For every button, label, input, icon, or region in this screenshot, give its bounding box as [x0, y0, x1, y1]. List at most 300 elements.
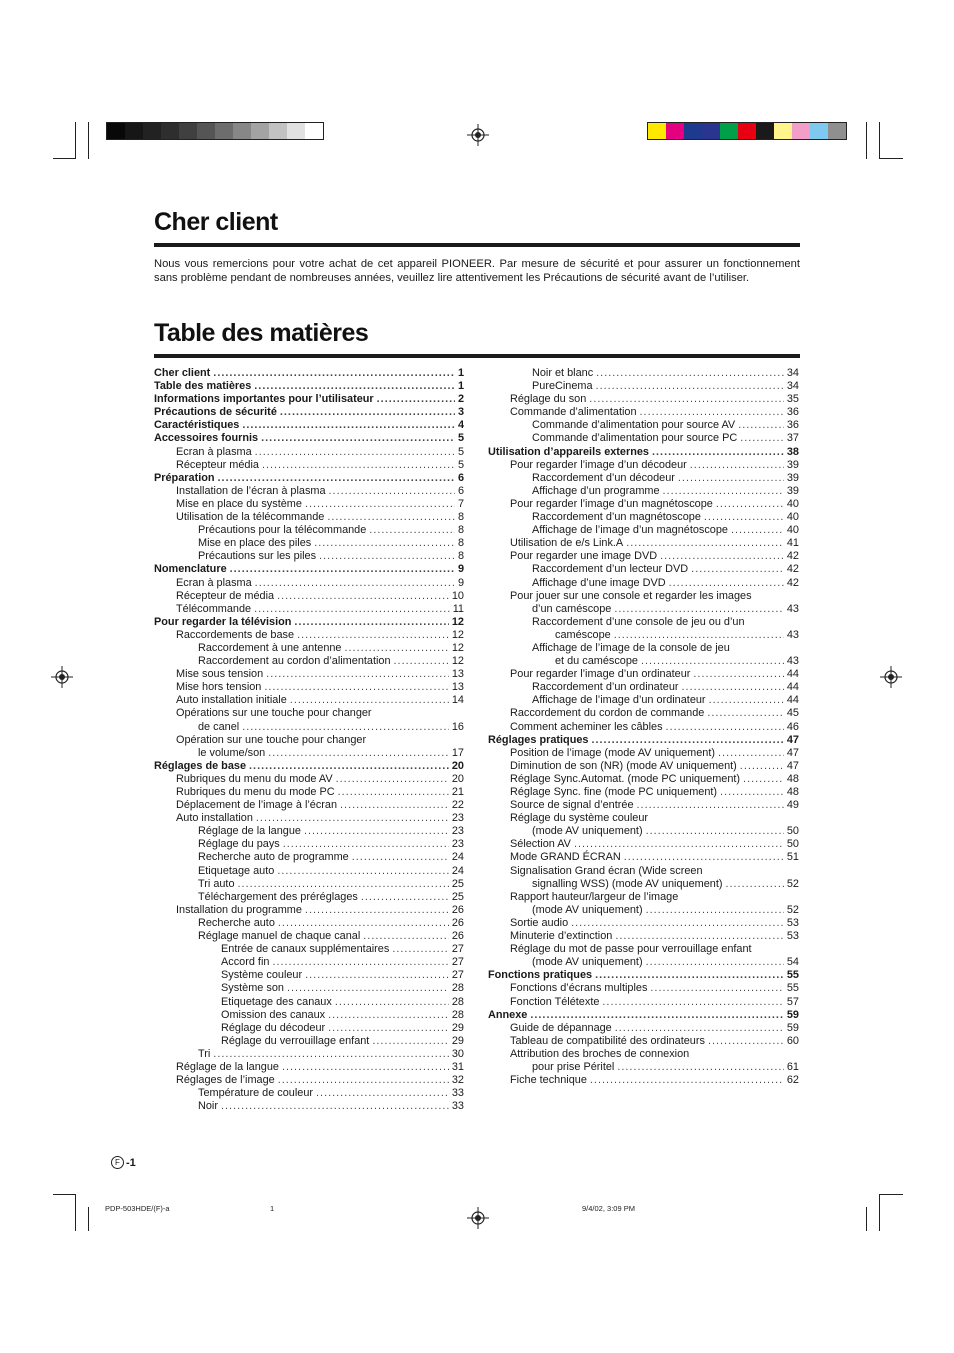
toc-entry-title: Récepteur média — [176, 458, 259, 471]
toc-entry — [154, 930, 464, 943]
toc-entry-page: 57 — [786, 995, 799, 1008]
toc-entry — [154, 459, 464, 472]
toc-leader-dots — [669, 577, 784, 590]
toc-entry-page: 7 — [457, 497, 464, 510]
toc-entry-title: (mode AV uniquement) — [532, 903, 643, 916]
toc-leader-dots — [663, 485, 784, 498]
toc-entry-page: 36 — [786, 406, 799, 419]
toc-entry — [154, 878, 464, 891]
toc-entry-page: 13 — [451, 681, 464, 694]
toc-entry — [488, 511, 799, 524]
toc-entry-title: Rubriques du menu du mode AV — [176, 772, 333, 785]
toc-entry — [488, 642, 799, 655]
toc-entry-title: Commande d’alimentation pour source AV — [532, 419, 736, 432]
toc-entry — [154, 1035, 464, 1048]
toc-entry-page: 20 — [451, 759, 464, 772]
toc-entry-title: de canel — [198, 720, 240, 733]
toc-entry-page: 53 — [786, 916, 799, 929]
toc-leader-dots — [652, 446, 784, 459]
toc-entry — [154, 629, 464, 642]
color-swatch — [648, 123, 666, 139]
toc-entry — [488, 1022, 799, 1035]
toc-entry-page: 8 — [457, 524, 464, 537]
gray-swatch — [287, 123, 305, 139]
crop-mark — [879, 158, 903, 159]
toc-entry-title: Réglage du son — [510, 393, 587, 406]
toc-leader-dots — [221, 1100, 449, 1113]
toc-entry-title: Utilisation d’appareils externes — [488, 445, 649, 458]
toc-entry-title: Minuterie d’extinction — [510, 930, 613, 943]
color-swatch — [828, 123, 846, 139]
toc-entry-page: 12 — [451, 615, 464, 628]
footer-file-name: PDP-503HDE/(F)-a — [105, 1204, 170, 1213]
toc-entry — [154, 996, 464, 1009]
toc-entry-page: 62 — [786, 1074, 799, 1087]
toc-entry-title: Mode GRAND ÉCRAN — [510, 851, 621, 864]
toc-entry-page: 39 — [786, 471, 799, 484]
toc-entry-title: Réglage de la langue — [176, 1060, 279, 1073]
toc-leader-dots — [640, 406, 784, 419]
toc-entry-title: Précautions de sécurité — [154, 406, 277, 419]
toc-leader-dots — [254, 603, 450, 616]
toc-leader-dots — [278, 917, 449, 930]
toc-entry — [154, 485, 464, 498]
toc-leader-dots — [336, 773, 449, 786]
toc-entry-page: 36 — [786, 419, 799, 432]
toc-entry — [154, 786, 464, 799]
toc-leader-dots — [340, 799, 449, 812]
toc-entry-title: Mise en place du système — [176, 497, 302, 510]
toc-entry-page: 26 — [451, 930, 464, 943]
toc-entry — [488, 878, 799, 891]
toc-entry-page: 52 — [786, 903, 799, 916]
toc-entry — [488, 812, 799, 825]
toc-entry-title: PureCinema — [532, 380, 593, 393]
toc-entry-page: 25 — [451, 890, 464, 903]
toc-entry — [154, 760, 464, 773]
toc-leader-dots — [660, 550, 784, 563]
toc-entry-page: 29 — [451, 1021, 464, 1034]
toc-entry — [154, 668, 464, 681]
toc-leader-dots — [278, 1074, 449, 1087]
toc-entry-page: 5 — [457, 432, 464, 445]
toc-entry-title: Réglages de l’image — [176, 1074, 275, 1087]
toc-entry-title: Sélection AV — [510, 838, 571, 851]
toc-entry — [488, 550, 799, 563]
page-number-letter: F — [111, 1156, 124, 1169]
toc-leader-dots — [637, 799, 784, 812]
toc-leader-dots — [372, 1035, 449, 1048]
toc-leader-dots — [328, 1009, 449, 1022]
toc-entry-page: 48 — [786, 786, 799, 798]
toc-leader-dots — [297, 629, 449, 642]
toc-entry — [154, 721, 464, 734]
toc-entry-title: Mise sous tension — [176, 668, 264, 681]
toc-entry-page: 25 — [451, 877, 464, 890]
toc-leader-dots — [352, 851, 449, 864]
toc-entry-page: 34 — [786, 367, 799, 379]
toc-leader-dots — [617, 1061, 784, 1074]
toc-leader-dots — [305, 498, 455, 511]
toc-entry-title: Raccordements de base — [176, 628, 295, 641]
toc-entry-page: 49 — [786, 799, 799, 812]
toc-entry-title: Fiche technique — [510, 1074, 587, 1087]
toc-leader-dots — [602, 996, 783, 1009]
toc-entry-page: 51 — [786, 851, 799, 864]
toc-entry-page: 48 — [786, 772, 799, 785]
toc-entry — [488, 825, 799, 838]
heading-rule — [154, 243, 800, 247]
toc-leader-dots — [571, 917, 784, 930]
toc-entry-title: Mise en place des piles — [198, 537, 312, 550]
toc-entry-title: Accessoires fournis — [154, 432, 259, 445]
heading-cher-client: Cher client — [154, 208, 278, 236]
toc-entry-page: 59 — [786, 1008, 799, 1021]
toc-leader-dots — [614, 603, 784, 616]
toc-entry-page: 50 — [786, 825, 799, 838]
toc-entry — [154, 734, 464, 747]
toc-entry-page: 59 — [786, 1021, 799, 1034]
toc-entry — [488, 969, 799, 982]
toc-entry-title: Table des matières — [154, 380, 252, 393]
toc-entry-title: Pour regarder l’image d’un ordinateur — [510, 668, 691, 681]
toc-entry-title: Signalisation Grand écran (Wide screen — [510, 864, 703, 877]
toc-entry-page: 44 — [786, 681, 799, 694]
toc-entry — [488, 865, 799, 878]
toc-leader-dots — [254, 380, 455, 393]
toc-leader-dots — [614, 629, 784, 642]
color-swatch — [702, 123, 720, 139]
toc-entry — [488, 655, 799, 668]
toc-entry — [154, 419, 464, 432]
toc-entry-page: 55 — [786, 982, 799, 995]
toc-entry — [488, 943, 799, 956]
toc-entry — [488, 734, 799, 747]
toc-entry — [488, 590, 799, 603]
toc-leader-dots — [574, 838, 784, 851]
toc-entry-title: Raccordement d’un décodeur — [532, 471, 675, 484]
toc-entry — [488, 563, 799, 576]
toc-entry — [488, 799, 799, 812]
toc-entry-page: 6 — [457, 484, 464, 497]
toc-leader-dots — [708, 1035, 784, 1048]
toc-entry-page: 9 — [457, 563, 464, 576]
toc-entry-title: Nomenclature — [154, 563, 227, 576]
toc-entry-title: Raccordement d’un ordinateur — [532, 681, 679, 694]
toc-entry — [154, 707, 464, 720]
color-swatch — [774, 123, 792, 139]
crop-mark — [879, 1194, 880, 1231]
toc-entry-page: 28 — [451, 1008, 464, 1021]
toc-entry — [154, 1061, 464, 1074]
gray-swatch — [161, 123, 179, 139]
toc-entry-title: Affichage d’un programme — [532, 484, 660, 497]
toc-leader-dots — [707, 707, 784, 720]
toc-leader-dots — [646, 825, 784, 838]
toc-leader-dots — [255, 446, 455, 459]
crop-mark — [879, 1194, 903, 1195]
toc-entry — [488, 707, 799, 720]
toc-entry-title: Affichage de l’image de la console de jeu — [532, 641, 730, 654]
toc-leader-dots — [277, 590, 449, 603]
toc-entry-title: Affichage de l’image d’un magnétoscope — [532, 524, 728, 537]
toc-entry-title: Système couleur — [221, 969, 303, 982]
toc-entry-title: Comment acheminer les câbles — [510, 720, 663, 733]
toc-entry-title: Réglage Sync. fine (mode PC uniquement) — [510, 786, 718, 798]
toc-entry — [154, 498, 464, 511]
toc-leader-dots — [377, 393, 455, 406]
toc-entry — [154, 642, 464, 655]
toc-entry — [488, 851, 799, 864]
toc-leader-dots — [213, 367, 455, 380]
toc-leader-dots — [595, 969, 784, 982]
toc-entry-title: Déplacement de l’image à l’écran — [176, 799, 338, 812]
toc-entry-title: Réglages pratiques — [488, 733, 589, 746]
toc-entry-title: Etiquetage des canaux — [221, 995, 332, 1008]
toc-entry — [154, 1048, 464, 1061]
gray-swatch — [305, 123, 323, 139]
toc-entry-title: Raccordement d’un lecteur DVD — [532, 563, 689, 576]
gray-swatch — [179, 123, 197, 139]
toc-entry-title: Récepteur de média — [176, 589, 275, 602]
toc-entry-title: Installation du programme — [176, 903, 302, 916]
toc-leader-dots — [305, 969, 449, 982]
toc-entry-page: 23 — [451, 812, 464, 825]
toc-entry — [488, 1035, 799, 1048]
toc-leader-dots — [596, 380, 784, 393]
crop-mark — [53, 158, 76, 159]
toc-leader-dots — [213, 1048, 449, 1061]
toc-entry-page: 35 — [786, 393, 799, 406]
crop-mark — [866, 1207, 867, 1231]
toc-entry — [488, 760, 799, 773]
toc-entry-title: Affichage d’une image DVD — [532, 576, 666, 589]
toc-entry-page: 60 — [786, 1034, 799, 1047]
toc-entry-page: 8 — [457, 537, 464, 550]
toc-right-column — [488, 367, 799, 1087]
toc-entry-title: Tri — [198, 1047, 211, 1060]
intro-paragraph: Nous vous remercions pour votre achat de cet appareil PIONEER. Par mesure de sécurité et pour assurer un fonctionnement sans problème pendant de nombreuses années, veuillez lire attentivement les Précautions de sécurité avant de l’utiliser. — [154, 258, 800, 284]
toc-entry — [154, 838, 464, 851]
toc-entry — [154, 472, 464, 485]
toc-entry — [488, 616, 799, 629]
toc-entry-page: 53 — [786, 930, 799, 943]
toc-leader-dots — [589, 393, 784, 406]
toc-leader-dots — [596, 367, 784, 380]
toc-entry-page: 54 — [786, 956, 799, 969]
toc-entry-title: Rapport hauteur/largeur de l’image — [510, 890, 679, 903]
toc-entry-title: Guide de dépannage — [510, 1021, 612, 1034]
toc-leader-dots — [280, 406, 455, 419]
toc-entry-title: Utilisation de la télécommande — [176, 511, 325, 524]
toc-entry-page: 37 — [786, 432, 799, 445]
toc-entry-page: 8 — [457, 550, 464, 563]
toc-entry-page: 46 — [786, 720, 799, 733]
crop-mark — [879, 122, 880, 159]
toc-entry-page: 4 — [457, 419, 464, 432]
toc-entry-page: 41 — [786, 537, 799, 550]
toc-entry — [488, 524, 799, 537]
toc-entry — [154, 956, 464, 969]
toc-entry — [488, 419, 799, 432]
toc-entry-title: Recherche auto de programme — [198, 851, 349, 864]
toc-entry-title: Préparation — [154, 471, 215, 484]
toc-entry-title: pour prise Péritel — [532, 1060, 615, 1073]
crop-mark — [75, 122, 76, 159]
toc-entry-page: 16 — [451, 720, 464, 733]
toc-entry-page: 5 — [457, 445, 464, 458]
toc-entry — [488, 681, 799, 694]
toc-leader-dots — [304, 825, 449, 838]
toc-entry-page: 39 — [786, 484, 799, 497]
color-swatch — [666, 123, 684, 139]
toc-entry — [154, 904, 464, 917]
toc-entry — [488, 472, 799, 485]
toc-leader-dots — [709, 694, 784, 707]
toc-entry-title: Cher client — [154, 367, 211, 379]
toc-entry-title: Réglage du système couleur — [510, 812, 649, 825]
toc-entry-title: Position de l’image (mode AV uniquement) — [510, 746, 716, 759]
toc-entry — [488, 1048, 799, 1061]
toc-entry — [488, 786, 799, 799]
toc-entry — [488, 930, 799, 943]
toc-entry — [154, 524, 464, 537]
crop-mark — [75, 1194, 76, 1231]
toc-entry — [488, 537, 799, 550]
toc-entry — [154, 891, 464, 904]
toc-entry-title: Diminution de son (NR) (mode AV uniquement) — [510, 759, 737, 772]
toc-leader-dots — [394, 655, 449, 668]
toc-entry-page: 42 — [786, 576, 799, 589]
toc-leader-dots — [615, 930, 784, 943]
toc-leader-dots — [277, 865, 449, 878]
toc-entry-page: 47 — [786, 733, 799, 746]
toc-entry-title: le volume/son — [198, 746, 266, 759]
toc-entry — [154, 694, 464, 707]
toc-entry-page: 28 — [451, 982, 464, 995]
toc-entry-page: 42 — [786, 563, 799, 576]
color-swatch — [810, 123, 828, 139]
toc-leader-dots — [738, 419, 784, 432]
toc-entry — [154, 537, 464, 550]
toc-entry — [488, 1009, 799, 1022]
toc-entry — [488, 694, 799, 707]
registration-mark-icon — [880, 666, 902, 688]
toc-entry-page: 40 — [786, 511, 799, 524]
toc-entry — [488, 904, 799, 917]
toc-entry-page: 34 — [786, 380, 799, 393]
toc-entry-page: 13 — [451, 668, 464, 681]
toc-entry — [488, 459, 799, 472]
heading-table-des-matieres: Table des matières — [154, 319, 369, 347]
toc-entry — [488, 891, 799, 904]
toc-entry-title: Réglage Sync.Automat. (mode PC uniquement) — [510, 772, 741, 785]
toc-leader-dots — [319, 550, 455, 563]
toc-leader-dots — [682, 681, 784, 694]
toc-leader-dots — [641, 655, 784, 668]
toc-leader-dots — [646, 956, 784, 969]
toc-entry — [154, 917, 464, 930]
toc-entry — [488, 917, 799, 930]
toc-entry-title: Commande d’alimentation pour source PC — [532, 432, 738, 445]
toc-entry-page: 31 — [451, 1060, 464, 1073]
toc-entry — [488, 629, 799, 642]
toc-entry-title: Réglage du verrouillage enfant — [221, 1034, 370, 1047]
toc-entry-title: Pour regarder une image DVD — [510, 550, 658, 563]
toc-leader-dots — [328, 1022, 449, 1035]
toc-leader-dots — [720, 786, 784, 799]
toc-entry — [488, 485, 799, 498]
toc-entry-title: Noir et blanc — [532, 367, 594, 379]
toc-entry — [154, 1100, 464, 1113]
toc-entry-title: Téléchargement des préréglages — [198, 890, 358, 903]
toc-entry — [488, 432, 799, 445]
toc-leader-dots — [740, 432, 784, 445]
toc-entry-title: Mise hors tension — [176, 681, 262, 694]
toc-entry — [154, 590, 464, 603]
toc-entry-title: Auto installation — [176, 812, 253, 825]
toc-entry — [488, 406, 799, 419]
toc-entry-page: 3 — [457, 406, 464, 419]
toc-entry-page: 30 — [451, 1047, 464, 1060]
toc-entry-page: 9 — [457, 576, 464, 589]
toc-entry-page: 43 — [786, 602, 799, 615]
toc-entry-page: 27 — [451, 943, 464, 956]
page-number — [111, 1156, 136, 1169]
toc-leader-dots — [690, 459, 784, 472]
toc-entry-page: 27 — [451, 956, 464, 969]
toc-entry-page: 2 — [457, 393, 464, 406]
toc-entry — [488, 1074, 799, 1087]
toc-entry — [154, 577, 464, 590]
toc-entry-title: Omission des canaux — [221, 1008, 326, 1021]
toc-leader-dots — [282, 1061, 449, 1074]
toc-entry-page: 38 — [786, 445, 799, 458]
toc-entry-page: 47 — [786, 746, 799, 759]
toc-entry-page: 14 — [451, 694, 464, 707]
toc-entry-title: Raccordement du cordon de commande — [510, 707, 705, 720]
toc-entry-page: 33 — [451, 1100, 464, 1113]
toc-entry — [154, 432, 464, 445]
toc-leader-dots — [287, 982, 449, 995]
toc-entry-page: 20 — [451, 772, 464, 785]
toc-entry — [154, 799, 464, 812]
toc-entry — [154, 550, 464, 563]
gray-swatch — [215, 123, 233, 139]
toc-entry — [488, 603, 799, 616]
toc-entry-title: Réglages de base — [154, 759, 247, 772]
toc-entry-title: Auto installation initiale — [176, 694, 287, 707]
toc-entry-page: 32 — [451, 1074, 464, 1087]
toc-leader-dots — [361, 891, 449, 904]
gray-swatch — [233, 123, 251, 139]
toc-entry-title: Pour regarder la télévision — [154, 615, 292, 628]
toc-leader-dots — [249, 760, 449, 773]
toc-entry — [154, 681, 464, 694]
toc-entry — [154, 511, 464, 524]
toc-leader-dots — [329, 485, 455, 498]
toc-entry-title: Noir — [198, 1100, 218, 1113]
toc-leader-dots — [338, 786, 449, 799]
toc-leader-dots — [591, 734, 783, 747]
toc-entry-page: 26 — [451, 916, 464, 929]
gray-swatch — [107, 123, 125, 139]
color-swatch — [756, 123, 774, 139]
toc-entry — [154, 1074, 464, 1087]
toc-leader-dots — [650, 982, 783, 995]
toc-entry-title: caméscope — [555, 628, 611, 641]
toc-entry-title: Pour regarder l’image d’un magnétoscope — [510, 497, 713, 510]
